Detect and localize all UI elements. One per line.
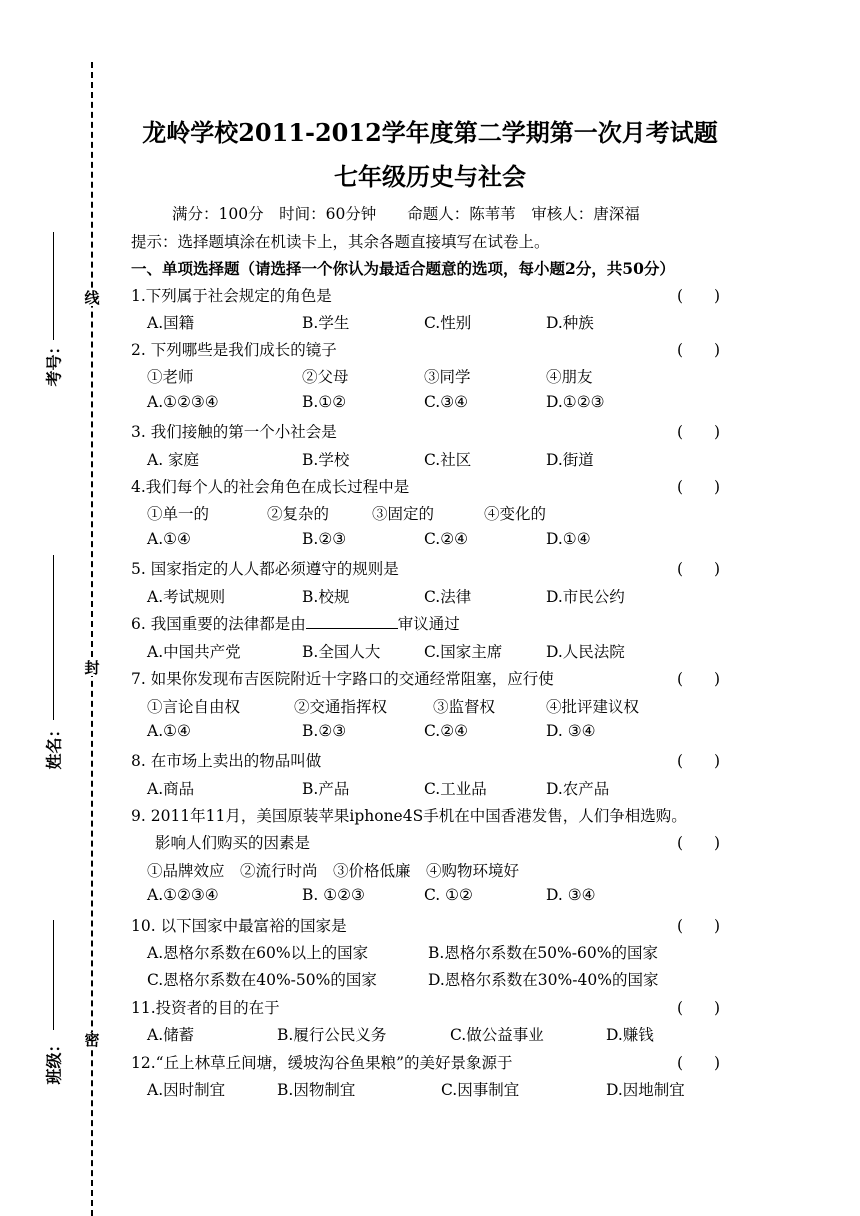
q1-option-c[interactable]: C.性别 bbox=[424, 314, 472, 332]
answer-blank-4[interactable]: ( ) bbox=[677, 478, 721, 496]
question-11-stem: 11.投资者的目的在于 bbox=[131, 999, 280, 1017]
q9-option-a[interactable]: A.①②③④ bbox=[147, 886, 219, 904]
name-line bbox=[53, 555, 54, 720]
answer-blank-7[interactable]: ( ) bbox=[677, 670, 721, 688]
q5-option-a[interactable]: A.考试规则 bbox=[147, 588, 226, 606]
q11-option-a[interactable]: A.储蓄 bbox=[147, 1026, 195, 1044]
q8-option-b[interactable]: B.产品 bbox=[302, 780, 350, 798]
q9-option-c[interactable]: C. ①② bbox=[424, 886, 473, 904]
name-field[interactable] bbox=[40, 555, 66, 785]
question-7-stem: 7. 如果你发现布吉医院附近十字路口的交通经常阻塞，应行使 bbox=[131, 670, 554, 688]
q10-option-c[interactable]: C.恩格尔系数在40%-50%的国家 bbox=[147, 971, 377, 989]
q6-option-c[interactable]: C.国家主席 bbox=[424, 643, 503, 661]
question-3-stem: 3. 我们接触的第一个小社会是 bbox=[131, 423, 337, 441]
q3-option-c[interactable]: C.社区 bbox=[424, 451, 472, 469]
q7-item-1: ①言论自由权 bbox=[147, 698, 241, 716]
q4-option-b[interactable]: B.②③ bbox=[302, 530, 347, 548]
q11-option-b[interactable]: B.履行公民义务 bbox=[277, 1026, 387, 1044]
answer-blank-1[interactable]: ( ) bbox=[677, 287, 721, 305]
q6-option-d[interactable]: D.人民法院 bbox=[546, 643, 625, 661]
q7-option-a[interactable]: A.①④ bbox=[147, 722, 191, 740]
q11-option-d[interactable]: D.赚钱 bbox=[606, 1026, 654, 1044]
answer-blank-9[interactable]: ( ) bbox=[677, 834, 721, 852]
q11-option-c[interactable]: C.做公益事业 bbox=[450, 1026, 544, 1044]
exam-number-label: 考号： bbox=[44, 338, 64, 387]
fill-in-blank[interactable] bbox=[306, 616, 398, 629]
q4-item-2: ②复杂的 bbox=[267, 505, 330, 523]
q12-option-a[interactable]: A.因时制宜 bbox=[147, 1081, 226, 1099]
page-subtitle: 七年级历史与社会 bbox=[334, 162, 526, 191]
answer-blank-5[interactable]: ( ) bbox=[677, 560, 721, 578]
q8-option-d[interactable]: D.农产品 bbox=[546, 780, 610, 798]
q3-option-a[interactable]: A. 家庭 bbox=[147, 451, 200, 469]
q9-option-b[interactable]: B. ①②③ bbox=[302, 886, 365, 904]
page-title: 龙岭学校2011-2012学年度第二学期第一次月考试题 bbox=[142, 118, 718, 147]
class-line bbox=[53, 920, 54, 1030]
answer-blank-2[interactable]: ( ) bbox=[677, 341, 721, 359]
question-9-stem: 9. 2011年11月，美国原装苹果iphone4S手机在中国香港发售，人们争相选购。 bbox=[131, 807, 687, 825]
q5-option-b[interactable]: B.校规 bbox=[302, 588, 350, 606]
q10-option-a[interactable]: A.恩格尔系数在60%以上的国家 bbox=[147, 944, 369, 962]
class-label: 班级： bbox=[44, 1036, 64, 1085]
q2-item-1: ①老师 bbox=[147, 368, 194, 386]
answer-blank-11[interactable]: ( ) bbox=[677, 999, 721, 1017]
q1-option-a[interactable]: A.国籍 bbox=[147, 314, 195, 332]
q3-option-d[interactable]: D.街道 bbox=[546, 451, 594, 469]
question-2-stem: 2. 下列哪些是我们成长的镜子 bbox=[131, 341, 337, 359]
section-heading: 一、单项选择题（请选择一个你认为最适合题意的选项，每小题2分，共50分） bbox=[131, 259, 675, 278]
q7-option-d[interactable]: D. ③④ bbox=[546, 722, 596, 740]
q12-option-c[interactable]: C.因事制宜 bbox=[441, 1081, 520, 1099]
question-9-stem-continued: 影响人们购买的因素是 bbox=[155, 834, 311, 852]
question-1-stem: 1.下列属于社会规定的角色是 bbox=[131, 287, 332, 305]
q12-option-d[interactable]: D.因地制宜 bbox=[606, 1081, 685, 1099]
question-5-stem: 5. 国家指定的人人都必须遵守的规则是 bbox=[131, 560, 399, 578]
question-12-stem: 12.“丘上林草丘间塘，缓坡沟谷鱼果粮”的美好景象源于 bbox=[131, 1054, 513, 1072]
seal-char-mi: 密 bbox=[84, 1031, 100, 1049]
q2-item-2: ②父母 bbox=[302, 368, 349, 386]
exam-number-field[interactable] bbox=[40, 232, 66, 402]
seal-char-feng: 封 bbox=[84, 659, 100, 677]
question-10-stem: 10. 以下国家中最富裕的国家是 bbox=[131, 917, 347, 935]
q7-option-b[interactable]: B.②③ bbox=[302, 722, 347, 740]
q10-option-d[interactable]: D.恩格尔系数在30%-40%的国家 bbox=[428, 971, 659, 989]
q4-option-d[interactable]: D.①④ bbox=[546, 530, 591, 548]
q9-option-d[interactable]: D. ③④ bbox=[546, 886, 596, 904]
q7-item-4: ④批评建议权 bbox=[546, 698, 640, 716]
exam-info: 满分：100分 时间：60分钟 命题人：陈苇苇 审核人：唐深福 bbox=[172, 205, 640, 223]
q2-option-c[interactable]: C.③④ bbox=[424, 393, 469, 411]
q2-option-a[interactable]: A.①②③④ bbox=[147, 393, 219, 411]
q2-option-d[interactable]: D.①②③ bbox=[546, 393, 605, 411]
answer-blank-12[interactable]: ( ) bbox=[677, 1054, 721, 1072]
q7-item-3: ③监督权 bbox=[433, 698, 496, 716]
question-6-stem-before: 6. 我国重要的法律都是由 bbox=[131, 615, 306, 633]
q3-option-b[interactable]: B.学校 bbox=[302, 451, 350, 469]
q2-item-3: ③同学 bbox=[424, 368, 471, 386]
question-8-stem: 8. 在市场上卖出的物品叫做 bbox=[131, 752, 322, 770]
q2-item-4: ④朋友 bbox=[546, 368, 593, 386]
q4-item-1: ①单一的 bbox=[147, 505, 210, 523]
exam-number-line bbox=[53, 232, 54, 340]
answer-blank-10[interactable]: ( ) bbox=[677, 917, 721, 935]
name-label: 姓名： bbox=[44, 721, 64, 770]
q6-option-a[interactable]: A.中国共产党 bbox=[147, 643, 241, 661]
q7-item-2: ②交通指挥权 bbox=[294, 698, 388, 716]
seal-char-xian: 线 bbox=[84, 289, 100, 307]
q4-item-3: ③固定的 bbox=[372, 505, 435, 523]
answer-blank-3[interactable]: ( ) bbox=[677, 423, 721, 441]
class-field[interactable] bbox=[40, 920, 66, 1090]
q2-option-b[interactable]: B.①② bbox=[302, 393, 347, 411]
q5-option-d[interactable]: D.市民公约 bbox=[546, 588, 625, 606]
q8-option-c[interactable]: C.工业品 bbox=[424, 780, 487, 798]
q1-option-d[interactable]: D.种族 bbox=[546, 314, 594, 332]
q5-option-c[interactable]: C.法律 bbox=[424, 588, 472, 606]
q8-option-a[interactable]: A.商品 bbox=[147, 780, 195, 798]
q9-items: ①品牌效应 ②流行时尚 ③价格低廉 ④购物环境好 bbox=[147, 862, 520, 880]
q4-option-c[interactable]: C.②④ bbox=[424, 530, 469, 548]
q7-option-c[interactable]: C.②④ bbox=[424, 722, 469, 740]
q6-option-b[interactable]: B.全国人大 bbox=[302, 643, 381, 661]
q1-option-b[interactable]: B.学生 bbox=[302, 314, 350, 332]
answer-blank-8[interactable]: ( ) bbox=[677, 752, 721, 770]
q4-item-4: ④变化的 bbox=[484, 505, 547, 523]
q4-option-a[interactable]: A.①④ bbox=[147, 530, 191, 548]
question-6-stem bbox=[131, 612, 460, 634]
question-4-stem: 4.我们每个人的社会角色在成长过程中是 bbox=[131, 478, 410, 496]
exam-hint: 提示：选择题填涂在机读卡上，其余各题直接填写在试卷上。 bbox=[131, 233, 550, 251]
q12-option-b[interactable]: B.因物制宜 bbox=[277, 1081, 356, 1099]
q10-option-b[interactable]: B.恩格尔系数在50%-60%的国家 bbox=[428, 944, 658, 962]
question-6-stem-after: 审议通过 bbox=[397, 615, 460, 633]
